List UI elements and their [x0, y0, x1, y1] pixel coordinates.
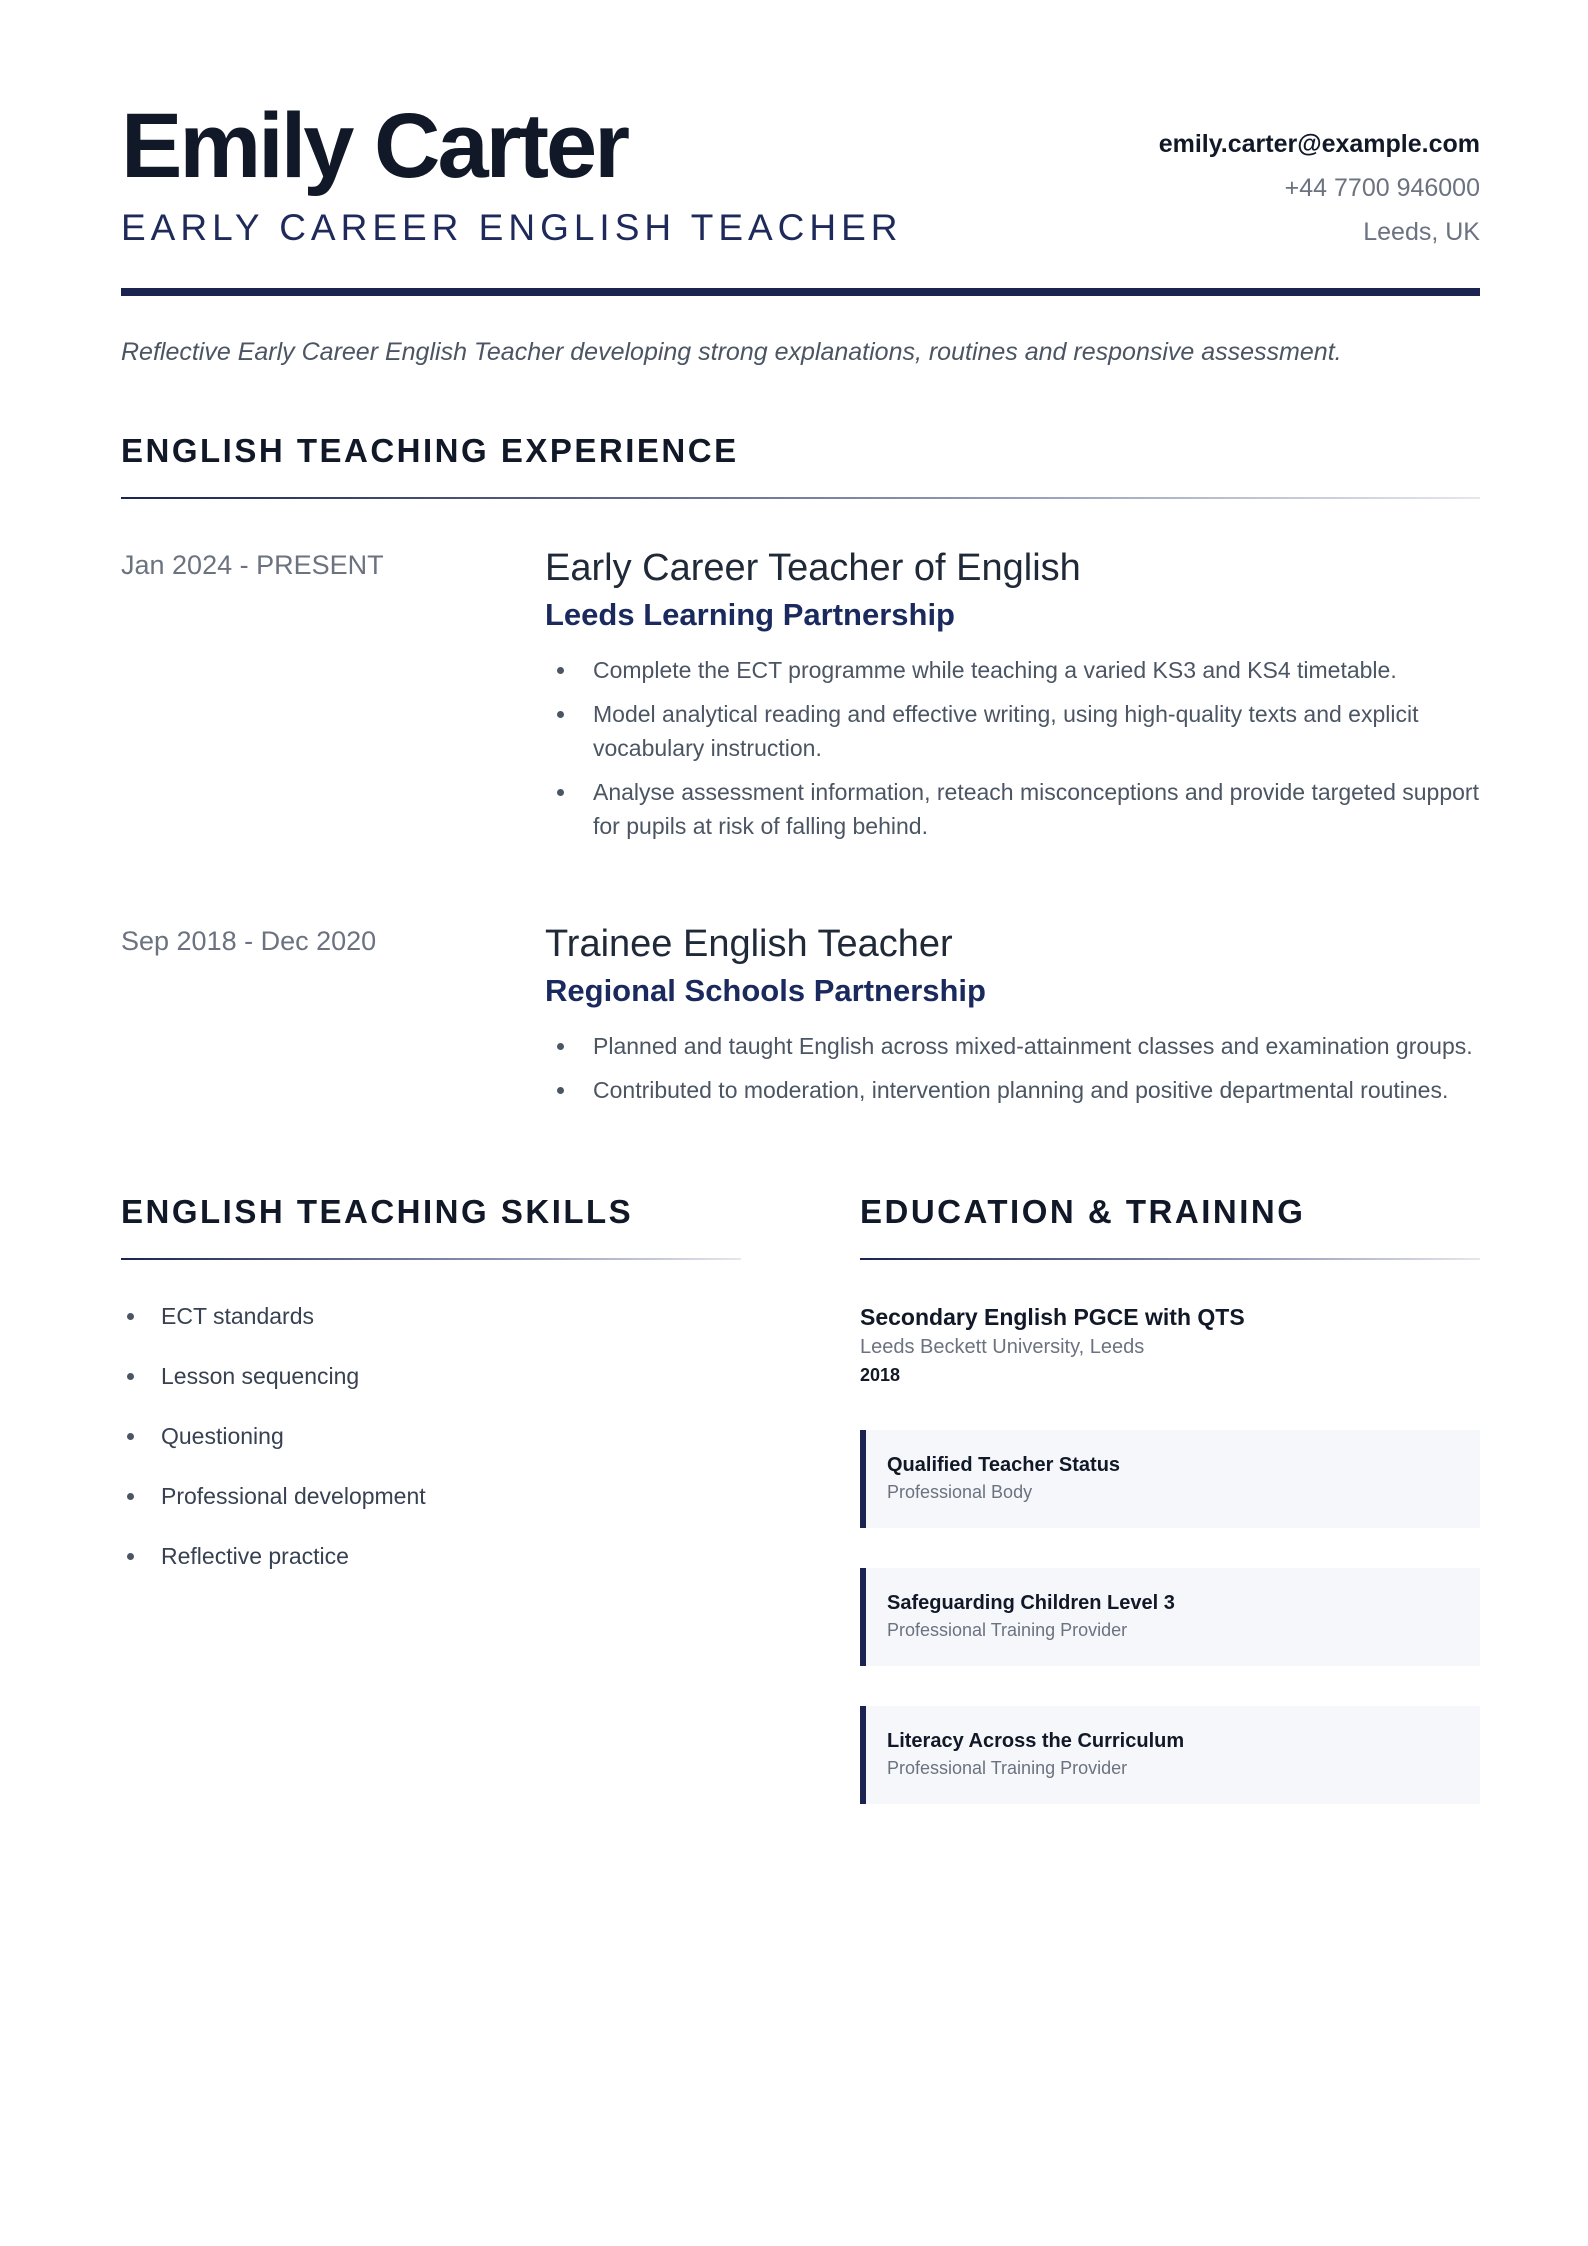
certification-title: Qualified Teacher Status	[887, 1454, 1121, 1476]
certification-card	[860, 1430, 1480, 1528]
skill-item	[121, 1358, 741, 1394]
contact-location: Leeds, UK	[1363, 218, 1480, 246]
skill-label: Lesson sequencing	[161, 1363, 360, 1389]
experience-section-divider	[121, 497, 1480, 499]
certification-provider: Professional Body	[887, 1482, 1033, 1502]
bullet-dot-icon	[557, 711, 564, 718]
job-bullet	[545, 1029, 1480, 1063]
job-entry	[121, 545, 1480, 843]
bullet-dot-icon	[127, 1493, 134, 1500]
bullet-dot-icon	[557, 1087, 564, 1094]
skills-section-title: ENGLISH TEACHING SKILLS	[121, 1193, 634, 1230]
job-date: Jan 2024 - PRESENT	[121, 550, 384, 580]
job-company: Regional Schools Partnership	[545, 973, 986, 1008]
job-bullet-text: Contributed to moderation, intervention planning and positive departmental routines.	[593, 1077, 1449, 1103]
job-title: Trainee English Teacher	[545, 923, 953, 965]
education-section	[860, 1191, 1480, 1804]
profile-summary: Reflective Early Career English Teacher developing strong explanations, routines and responsive assessment.	[121, 338, 1342, 366]
certification-provider: Professional Training Provider	[887, 1758, 1128, 1778]
job-bullet-text: Model analytical reading and effective writing, using high-quality texts and explicit vocabulary instruction.	[593, 701, 1419, 761]
bullet-dot-icon	[127, 1373, 134, 1380]
skills-section-divider	[121, 1258, 741, 1260]
job-bullets	[545, 1029, 1480, 1107]
job-date: Sep 2018 - Dec 2020	[121, 926, 377, 956]
job-bullet	[545, 697, 1480, 765]
contact-block	[1159, 128, 1480, 248]
education-section-divider	[860, 1258, 1480, 1260]
skill-item	[121, 1538, 741, 1574]
bullet-dot-icon	[557, 1043, 564, 1050]
education-degree: Secondary English PGCE with QTS	[860, 1304, 1245, 1330]
job-bullet-text: Analyse assessment information, reteach misconceptions and provide targeted support for pupils at risk of falling behind.	[593, 779, 1479, 839]
experience-section-title: ENGLISH TEACHING EXPERIENCE	[121, 432, 739, 469]
certification-title: Safeguarding Children Level 3	[887, 1592, 1175, 1614]
job-bullet	[545, 775, 1480, 843]
skill-item	[121, 1418, 741, 1454]
certification-title: Literacy Across the Curriculum	[887, 1730, 1185, 1752]
job-bullet-text: Planned and taught English across mixed-attainment classes and examination groups.	[593, 1033, 1473, 1059]
certification-provider: Professional Training Provider	[887, 1620, 1128, 1640]
skills-education-row	[121, 1191, 1480, 1804]
skill-item	[121, 1478, 741, 1514]
bullet-dot-icon	[127, 1553, 134, 1560]
candidate-name: Emily Carter	[121, 95, 628, 197]
job-bullet-text: Complete the ECT programme while teaching a varied KS3 and KS4 timetable.	[593, 657, 1397, 683]
contact-email[interactable]: emily.carter@example.com	[1158, 130, 1480, 158]
certification-card	[860, 1706, 1480, 1804]
resume-header	[121, 96, 1480, 296]
skill-label: Reflective practice	[161, 1543, 349, 1569]
header-divider	[121, 288, 1480, 296]
job-bullet	[545, 653, 1480, 687]
skill-label: Professional development	[161, 1483, 426, 1509]
skill-item	[121, 1298, 741, 1334]
certification-card	[860, 1568, 1480, 1666]
candidate-role: EARLY CAREER ENGLISH TEACHER	[121, 207, 903, 248]
bullet-dot-icon	[127, 1433, 134, 1440]
bullet-dot-icon	[127, 1313, 134, 1320]
bullet-dot-icon	[557, 789, 564, 796]
job-company: Leeds Learning Partnership	[545, 597, 955, 632]
bullet-dot-icon	[557, 667, 564, 674]
job-title: Early Career Teacher of English	[545, 547, 1081, 589]
education-year: 2018	[860, 1365, 901, 1385]
job-entry	[121, 921, 1480, 1107]
education-entry	[860, 1302, 1480, 1388]
job-bullets	[545, 653, 1480, 843]
skills-list	[121, 1298, 741, 1574]
education-school: Leeds Beckett University, Leeds	[860, 1336, 1145, 1358]
job-bullet	[545, 1073, 1480, 1107]
skills-section	[121, 1191, 741, 1804]
contact-phone: +44 7700 946000	[1284, 174, 1480, 202]
education-section-title: EDUCATION & TRAINING	[860, 1193, 1306, 1230]
skill-label: Questioning	[161, 1423, 284, 1449]
skill-label: ECT standards	[161, 1303, 314, 1329]
experience-section	[121, 430, 1480, 1107]
